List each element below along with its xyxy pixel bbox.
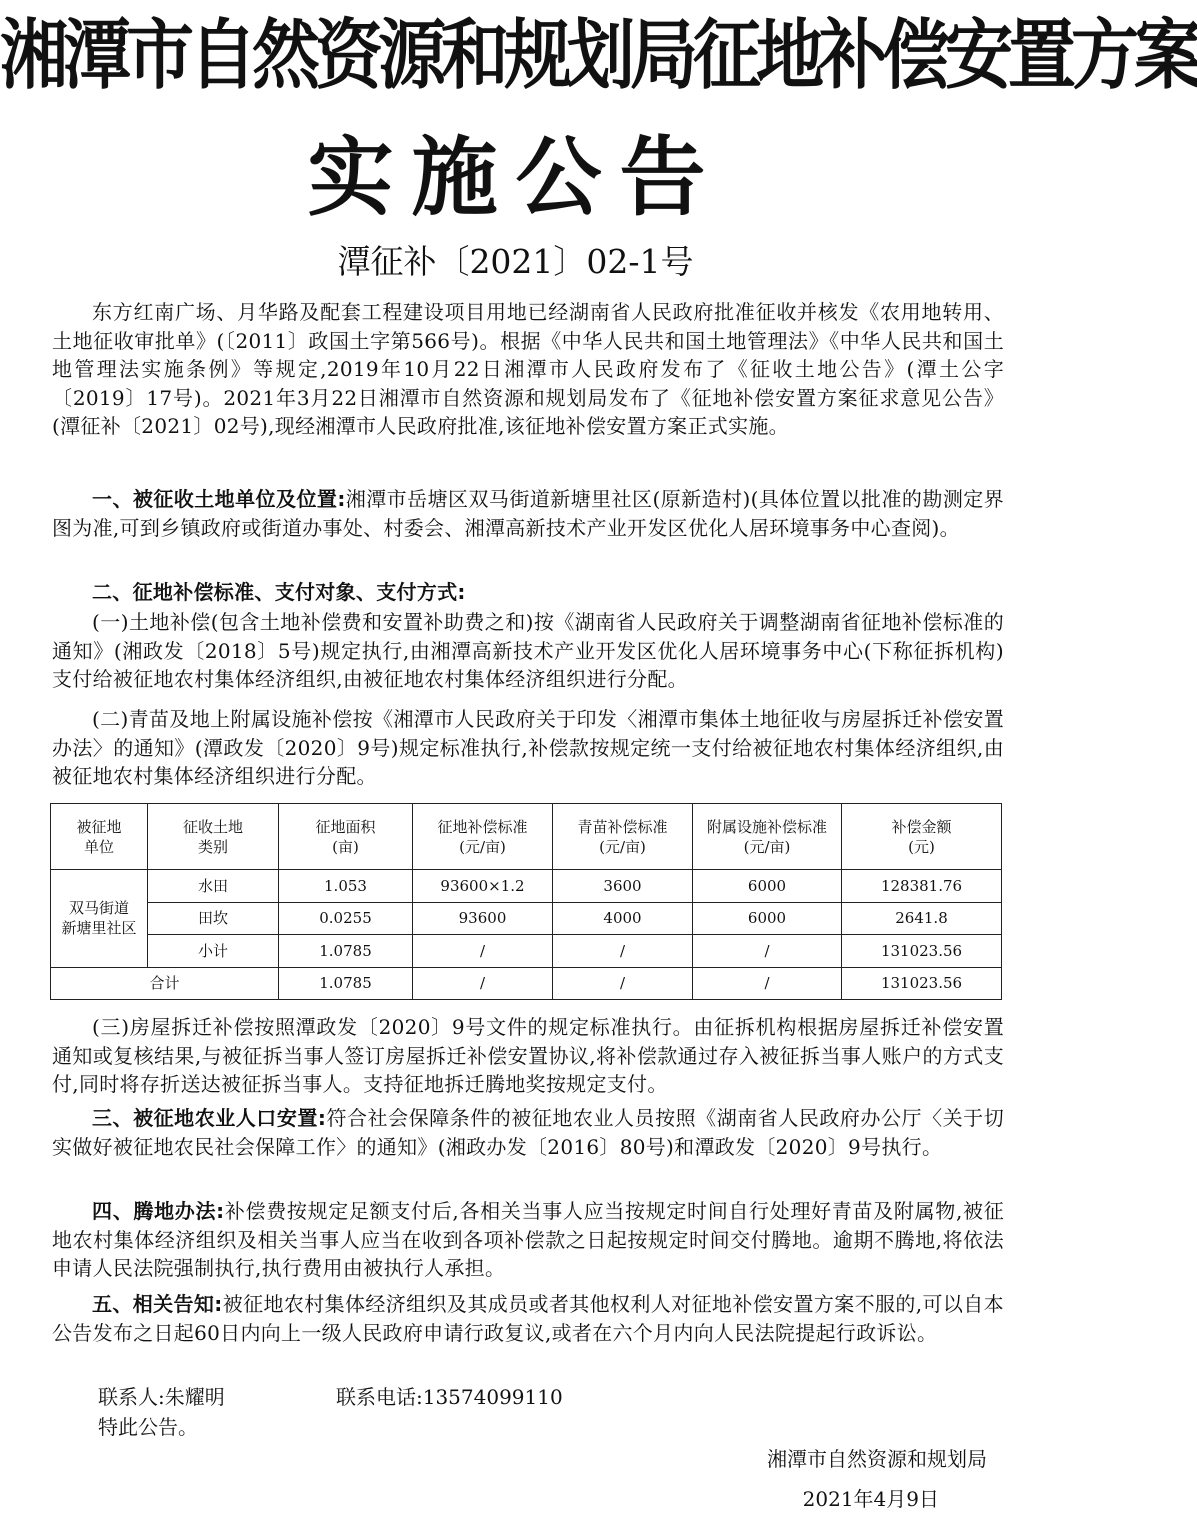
table-cell: 小计 xyxy=(148,935,279,968)
table-header-cell: 附属设施补偿标准 (元/亩) xyxy=(693,804,842,870)
contact-phone: 联系电话:13574099110 xyxy=(336,1385,563,1409)
intro-paragraph: 东方红南广场、月华路及配套工程建设项目用地已经湖南省人民政府批准征收并核发《农用地转用、土地征收审批单》(〔2011〕政国土字第566号)。根据《中华人民共和国土地管理法》《中华人民共和国土地管理法实施条例》等规定,2019年10月22日湘潭市人民政府发布了《征收土地公告》(潭土公字〔2019〕17号)。2021年3月22日湘潭市自然资源和规划局发布了《征地补偿安置方案征求意见公告》(潭征补〔2021〕02号),现经湘潭市人民政府批准,该征地补偿安置方案正式实施。 xyxy=(52,300,1004,438)
table-cell: / xyxy=(413,967,553,1000)
section3-heading: 三、被征地农业人口安置: xyxy=(92,1106,327,1130)
table-cell: 0.0255 xyxy=(279,902,413,935)
table-row xyxy=(51,870,1002,903)
notice-title-line2: 实施公告 xyxy=(307,128,724,228)
signer: 湘潭市自然资源和规划局 xyxy=(767,1447,987,1471)
table-cell: 2641.8 xyxy=(842,902,1002,935)
table-cell: 128381.76 xyxy=(842,870,1002,903)
table-cell: 6000 xyxy=(693,902,842,935)
document-number: 潭征补〔2021〕02-1号 xyxy=(337,242,694,281)
table-header-cell: 征地面积 (亩) xyxy=(279,804,413,870)
section4-heading: 四、腾地办法: xyxy=(92,1199,225,1223)
issue-date: 2021年4月9日 xyxy=(802,1487,939,1511)
table-cell: 1.053 xyxy=(279,870,413,903)
table-total-row xyxy=(51,967,1002,1000)
closing-text: 特此公告。 xyxy=(98,1415,198,1439)
table-cell: 93600 xyxy=(413,902,553,935)
section5-paragraph xyxy=(52,1290,1004,1347)
section4-paragraph xyxy=(52,1197,1004,1283)
table-cell: 131023.56 xyxy=(842,935,1002,968)
table-cell: 1.0785 xyxy=(279,967,413,1000)
notice-title-line1: 湘潭市自然资源和规划局征地补偿安置方案 xyxy=(0,12,1197,101)
section2-heading-text: 二、征地补偿标准、支付对象、支付方式: xyxy=(92,580,466,604)
section1-paragraph xyxy=(52,485,1004,542)
section4-text: 补偿费按规定足额支付后,各相关当事人应当按规定时间自行处理好青苗及附属物,被征地农村集体经济组织及相关当事人应当在收到各项补偿款之日起按规定时间交付腾地。逾期不腾地,将依法申请人民法院强制执行,执行费用由被执行人承担。 xyxy=(52,1199,1004,1280)
table-row xyxy=(51,935,1002,968)
table-cell: 93600×1.2 xyxy=(413,870,553,903)
section3-paragraph xyxy=(52,1104,1004,1161)
table-cell: 6000 xyxy=(693,870,842,903)
table-header-cell: 征收土地 类别 xyxy=(148,804,279,870)
table-cell: / xyxy=(693,967,842,1000)
table-cell: / xyxy=(413,935,553,968)
compensation-table xyxy=(50,803,1002,1000)
section3-text: 符合社会保障条件的被征地农业人员按照《湖南省人民政府办公厅〈关于切实做好被征地农民社会保障工作〉的通知》(湘政办发〔2016〕80号)和潭政发〔2020〕9号执行。 xyxy=(52,1106,1004,1159)
table-header-row xyxy=(51,804,1002,870)
table-cell: 合计 xyxy=(51,967,279,1000)
table-header-cell: 征地补偿标准 (元/亩) xyxy=(413,804,553,870)
section2-item3: (三)房屋拆迁补偿按照潭政发〔2020〕9号文件的规定标准执行。由征拆机构根据房屋拆迁补偿安置通知或复核结果,与被征拆当事人签订房屋拆迁补偿安置协议,将补偿款通过存入被征拆当事人账户的方式支付,同时将存折送达被征拆当事人。支持征地拆迁腾地奖按规定支付。 xyxy=(52,1015,1004,1096)
table-header-cell: 补偿金额 (元) xyxy=(842,804,1002,870)
section5-heading: 五、相关告知: xyxy=(92,1292,223,1316)
table-row xyxy=(51,902,1002,935)
table-header-cell: 被征地 单位 xyxy=(51,804,148,870)
section1-heading: 一、被征收土地单位及位置: xyxy=(92,487,346,511)
table-cell: 4000 xyxy=(553,902,693,935)
section1-text: 湘潭市岳塘区双马街道新塘里社区(原新造村)(具体位置以批准的勘测定界图为准,可到乡镇政府或街道办事处、村委会、湘潭高新技术产业开发区优化人居环境事务中心查阅)。 xyxy=(52,487,1005,540)
section2-heading xyxy=(52,578,1004,607)
table-cell: 1.0785 xyxy=(279,935,413,968)
section2-item1: (一)土地补偿(包含土地补偿费和安置补助费之和)按《湖南省人民政府关于调整湖南省征地补偿标准的通知》(湘政发〔2018〕5号)规定执行,由湘潭高新技术产业开发区优化人居环境事务中心(下称征拆机构)支付给被征地农村集体经济组织,由被征地农村集体经济组织进行分配。 xyxy=(52,610,1004,691)
table-cell: / xyxy=(553,935,693,968)
contact-person: 联系人:朱耀明 xyxy=(98,1385,225,1409)
table-cell: 田坎 xyxy=(148,902,279,935)
table-cell: / xyxy=(693,935,842,968)
table-cell: 131023.56 xyxy=(842,967,1002,1000)
table-cell: 水田 xyxy=(148,870,279,903)
unit-cell: 双马街道 新塘里社区 xyxy=(51,870,148,968)
section5-text: 被征地农村集体经济组织及其成员或者其他权利人对征地补偿安置方案不服的,可以自本公告发布之日起60日内向上一级人民政府申请行政复议,或者在六个月内向人民法院提起行政诉讼。 xyxy=(52,1292,1004,1345)
table-header-cell: 青苗补偿标准 (元/亩) xyxy=(553,804,693,870)
table-cell: / xyxy=(553,967,693,1000)
contact-line xyxy=(98,1383,563,1411)
section2-item2: (二)青苗及地上附属设施补偿按《湘潭市人民政府关于印发〈湘潭市集体土地征收与房屋拆迁补偿安置办法〉的通知》(潭政发〔2020〕9号)规定标准执行,补偿款按规定统一支付给被征地农村集体经济组织,由被征地农村集体经济组织进行分配。 xyxy=(52,707,1004,788)
table-cell: 3600 xyxy=(553,870,693,903)
